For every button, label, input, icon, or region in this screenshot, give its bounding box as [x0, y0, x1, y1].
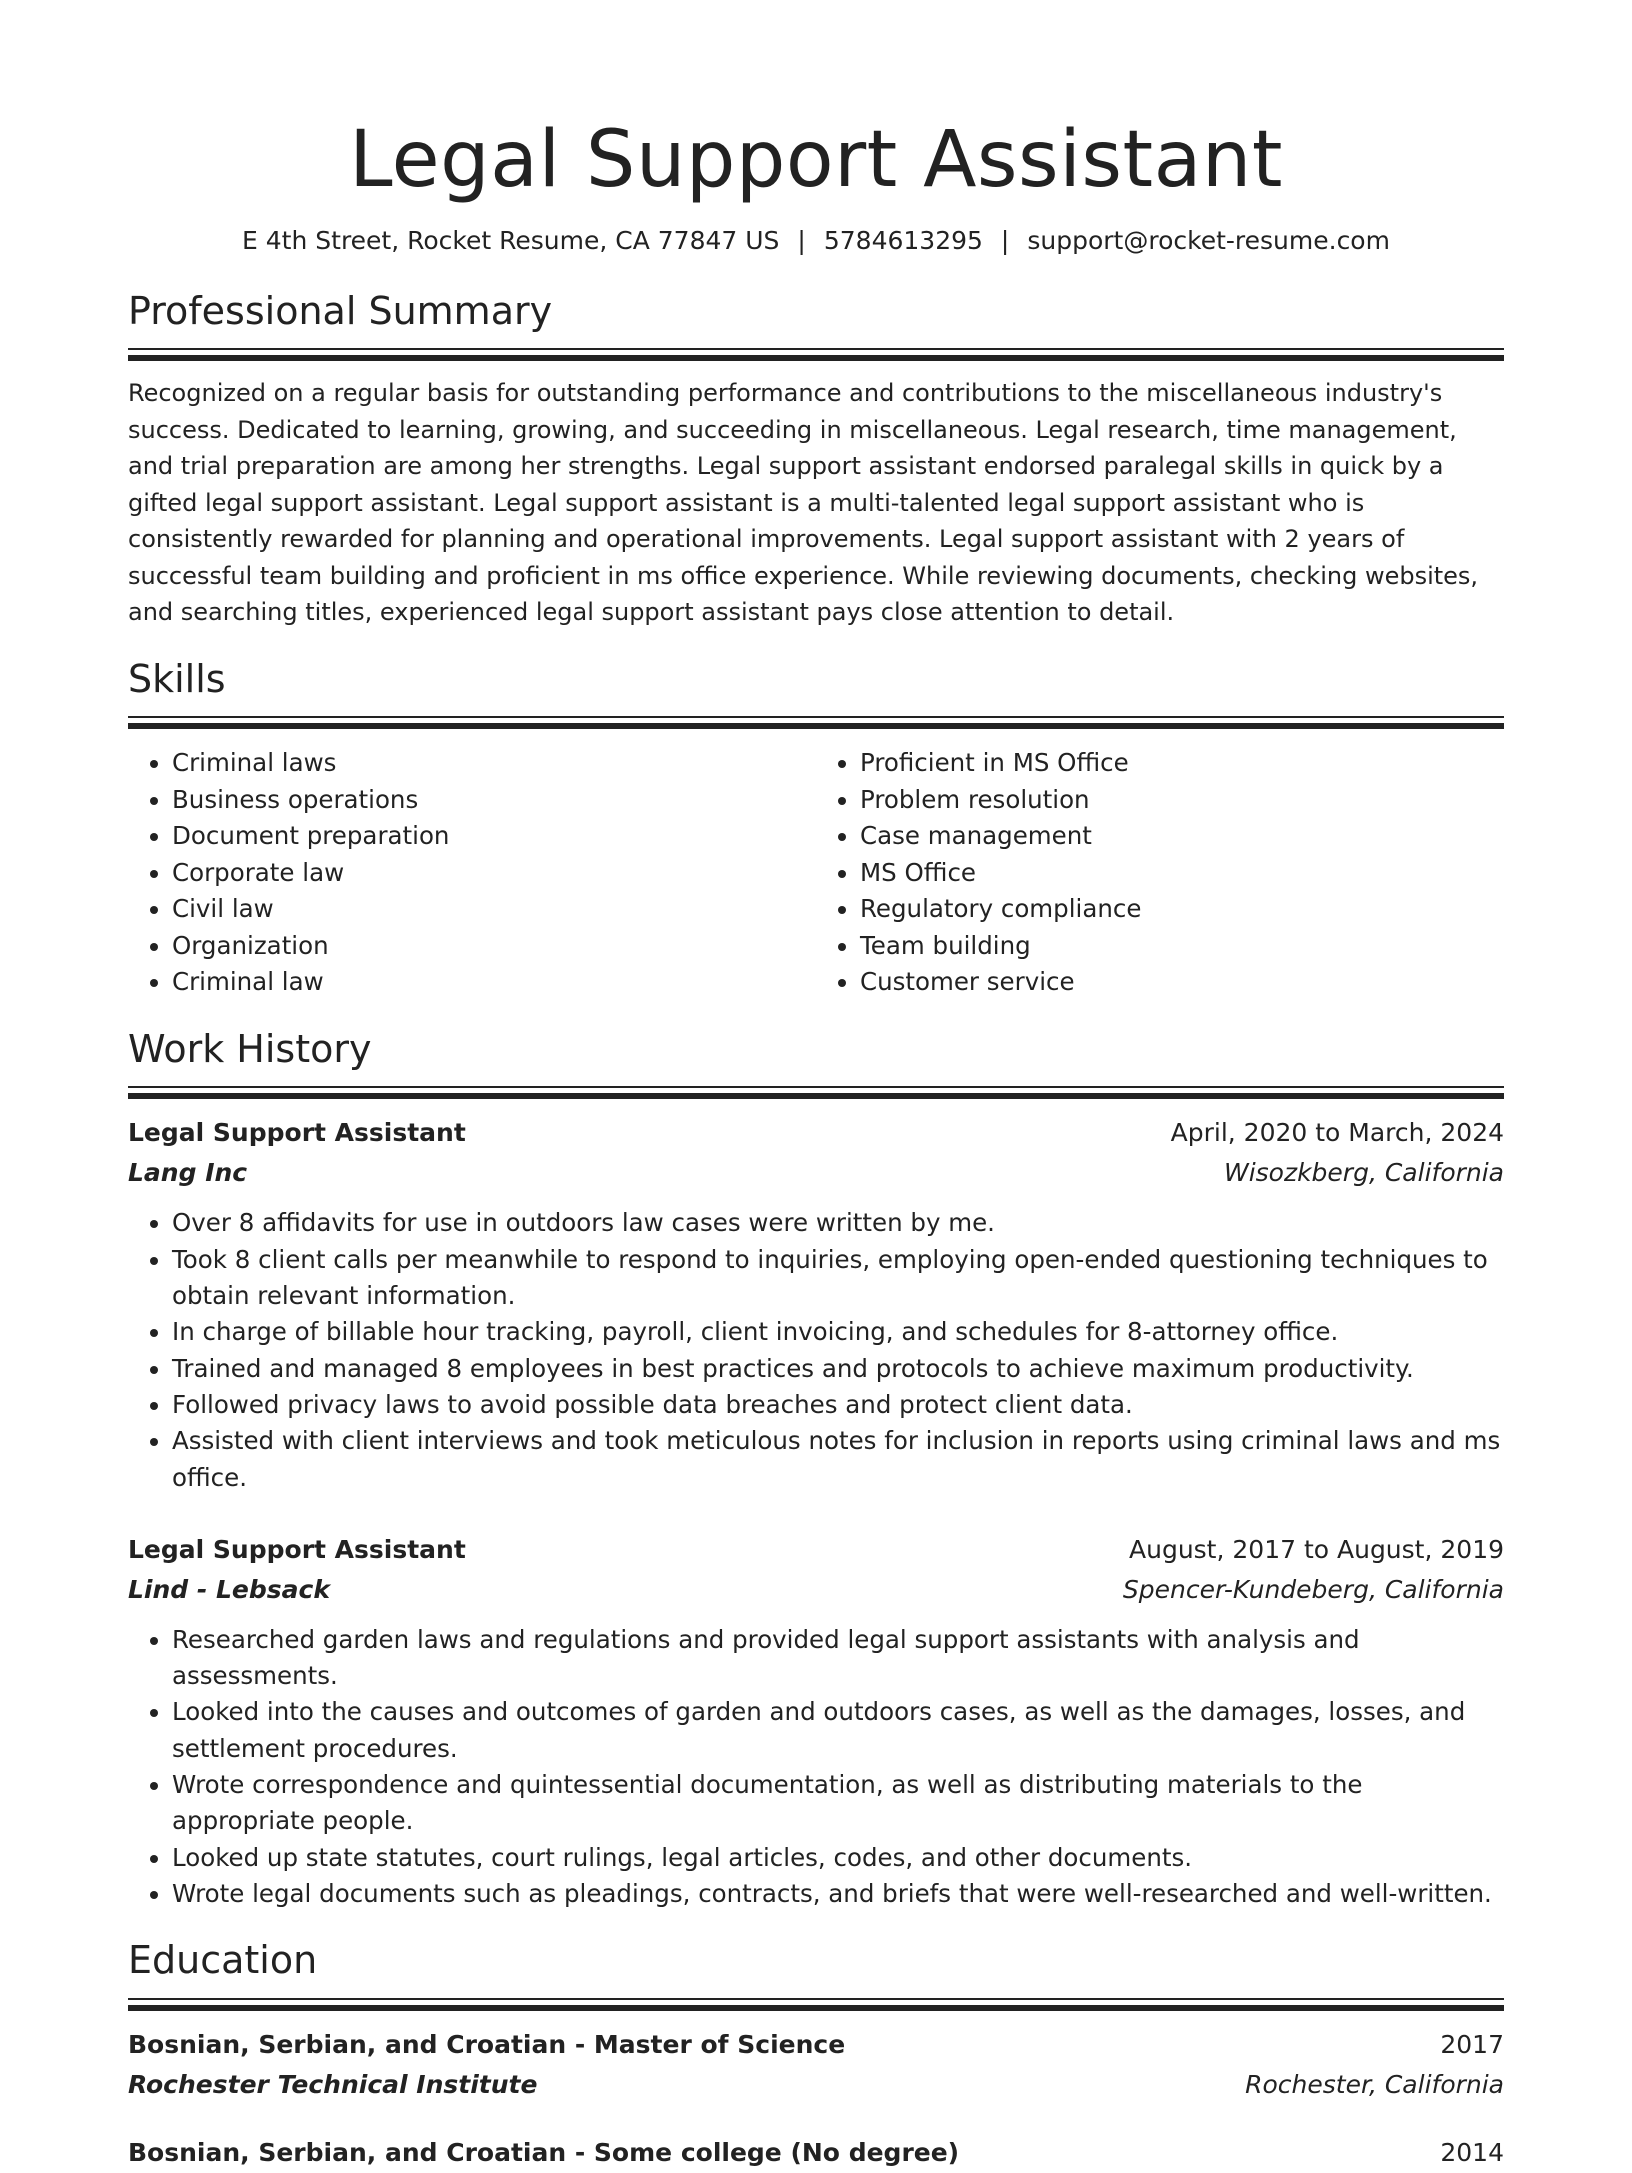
skills-list-left: [128, 745, 816, 1001]
skill-item: • Civil law: [172, 891, 816, 928]
job-bullet: • Wrote legal documents such as pleadings, contracts, and briefs that were well-researched and well-written.: [172, 1876, 1504, 1912]
skills-heading: Skills: [128, 656, 226, 701]
skill-item: • Team building: [860, 928, 1504, 965]
job-header-row: [128, 1530, 1504, 1570]
job-entry: [128, 1113, 1504, 1495]
resume-title: Legal Support Assistant: [349, 115, 1283, 205]
skills-columns: [128, 745, 1504, 1001]
job-bullet: • Looked into the causes and outcomes of garden and outdoors cases, as well as the damages, losses, and settlement procedures.: [172, 1694, 1504, 1767]
skill-item: • Case management: [860, 818, 1504, 855]
education-school: Rochester Technical Institute: [128, 2069, 538, 2099]
job-company-row: [128, 1570, 1504, 1610]
skill-item: • Criminal law: [172, 964, 816, 1001]
skill-item: • MS Office: [860, 855, 1504, 892]
job-bullet: • Followed privacy laws to avoid possible data breaches and protect client data.: [172, 1387, 1504, 1423]
education-school-row: [128, 2065, 1504, 2105]
job-bullet: • Assisted with client interviews and took meticulous notes for inclusion in reports using criminal laws and ms office.: [172, 1423, 1504, 1496]
skill-item: • Document preparation: [172, 818, 816, 855]
summary-section: [128, 289, 1504, 631]
education-header-row: [128, 2133, 1504, 2173]
job-location: Spencer-Kundeberg, California: [1122, 1574, 1504, 1604]
summary-heading: Professional Summary: [128, 288, 553, 333]
job-bullet: • Over 8 affidavits for use in outdoors law cases were written by me.: [172, 1205, 1504, 1241]
work-history-section: [128, 1027, 1504, 1912]
education-degree: Bosnian, Serbian, and Croatian - Master of Science: [128, 2029, 846, 2059]
job-bullet: • In charge of billable hour tracking, payroll, client invoicing, and schedules for 8-attorney office.: [172, 1314, 1504, 1350]
skill-item: • Problem resolution: [860, 782, 1504, 819]
job-location: Wisozkberg, California: [1223, 1158, 1504, 1188]
education-year: 2017: [1440, 2029, 1504, 2059]
skill-item: • Proficient in MS Office: [860, 745, 1504, 782]
job-title: Legal Support Assistant: [128, 1534, 466, 1564]
contact-separator: |: [1000, 225, 1010, 255]
job-bullet: • Took 8 client calls per meanwhile to respond to inquiries, employing open-ended questioning techniques to obtain relevant information.: [172, 1242, 1504, 1315]
job-title: Legal Support Assistant: [128, 1118, 466, 1148]
skill-item: • Criminal laws: [172, 745, 816, 782]
skill-item: • Customer service: [860, 964, 1504, 1001]
job-company-row: [128, 1153, 1504, 1193]
skill-item: • Regulatory compliance: [860, 891, 1504, 928]
job-bullets: [128, 1205, 1504, 1495]
address: E 4th Street, Rocket Resume, CA 77847 US: [242, 225, 780, 255]
job-company: Lang Inc: [128, 1158, 248, 1188]
section-divider: [128, 1086, 1504, 1099]
education-degree: Bosnian, Serbian, and Croatian - Some college (No degree): [128, 2137, 960, 2167]
section-divider: [128, 716, 1504, 729]
job-entry: [128, 1530, 1504, 1912]
job-bullet: • Wrote correspondence and quintessential documentation, as well as distributing materials to the appropriate people.: [172, 1767, 1504, 1840]
email-link[interactable]: support@rocket-resume.com: [1027, 225, 1390, 255]
skills-list-right: [816, 745, 1504, 1001]
work-history-heading: Work History: [128, 1026, 372, 1071]
job-bullet: • Trained and managed 8 employees in best practices and protocols to achieve maximum productivity.: [172, 1351, 1504, 1387]
contact-separator: |: [797, 225, 806, 255]
skill-item: • Corporate law: [172, 855, 816, 892]
education-location: Rochester, California: [1245, 2069, 1504, 2099]
skill-item: • Business operations: [172, 782, 816, 819]
section-divider: [128, 348, 1504, 361]
section-divider: [128, 1998, 1504, 2011]
job-dates: August, 2017 to August, 2019: [1129, 1534, 1504, 1564]
summary-text: Recognized on a regular basis for outstanding performance and contributions to the miscellaneous industry's success. Dedicated to learning, growing, and succeeding in miscellaneous. Legal research, time management, and trial preparation are among her strengths. Legal support assistant endorsed paralegal skills in quick by a gifted legal support assistant. Legal support assistant is a multi-talented legal support assistant who is consistently rewarded for planning and operational improvements. Legal support assistant with 2 years of successful team building and proficient in ms office experience. While reviewing documents, checking websites, and searching titles, experienced legal support assistant pays close attention to detail.: [128, 379, 1479, 627]
skill-item: • Organization: [172, 928, 816, 965]
job-header-row: [128, 1113, 1504, 1153]
skills-section: [128, 657, 1504, 1001]
education-year: 2014: [1440, 2137, 1504, 2167]
job-bullets: [128, 1622, 1504, 1912]
phone: 5784613295: [823, 225, 983, 255]
job-bullet: • Looked up state statutes, court rulings, legal articles, codes, and other documents.: [172, 1840, 1504, 1876]
education-section: [128, 1938, 1504, 2173]
job-dates: April, 2020 to March, 2024: [1170, 1118, 1504, 1148]
job-bullet: • Researched garden laws and regulations and provided legal support assistants with analysis and assessments.: [172, 1622, 1504, 1695]
contact-line: [128, 226, 1504, 255]
education-heading: Education: [128, 1938, 318, 1983]
job-company: Lind - Lebsack: [128, 1574, 330, 1604]
education-entry: [128, 2025, 1504, 2105]
education-entry: [128, 2133, 1504, 2173]
education-header-row: [128, 2025, 1504, 2065]
